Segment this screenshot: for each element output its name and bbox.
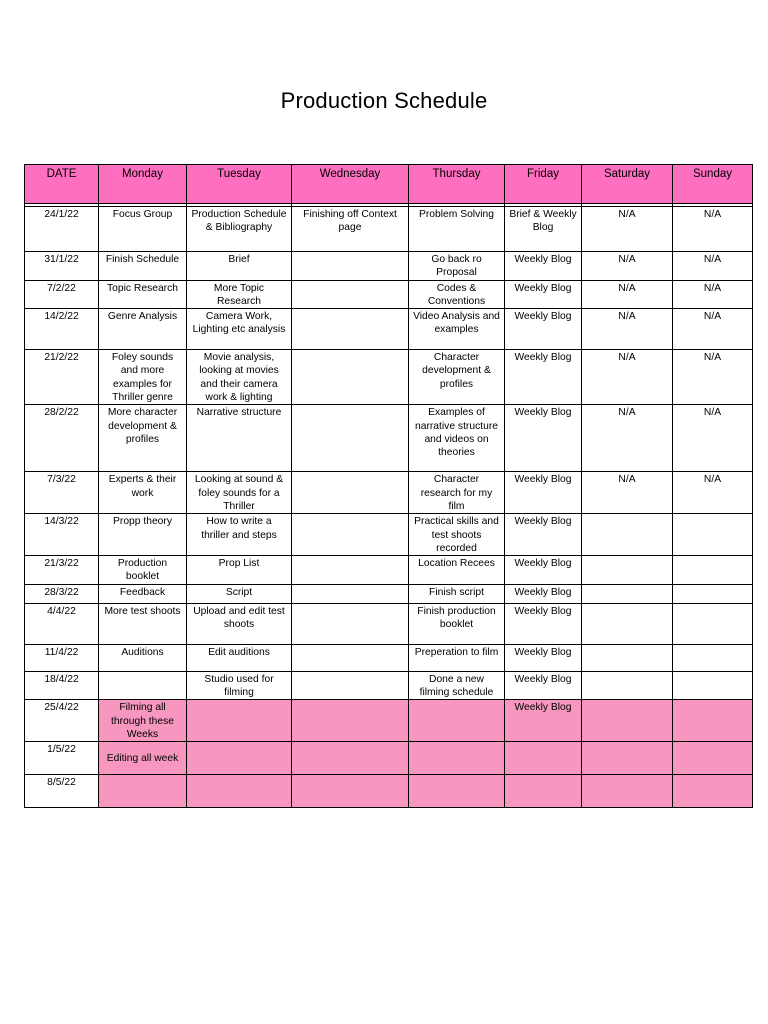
table-row bbox=[25, 350, 753, 405]
cell-sunday bbox=[673, 603, 753, 644]
cell-date: 8/5/22 bbox=[25, 775, 99, 808]
cell-monday: Topic Research bbox=[99, 280, 187, 309]
header-row bbox=[25, 165, 753, 204]
cell-saturday bbox=[582, 775, 673, 808]
cell-saturday bbox=[582, 700, 673, 742]
cell-date: 14/3/22 bbox=[25, 514, 99, 556]
cell-sunday: N/A bbox=[673, 252, 753, 281]
cell-sunday bbox=[673, 514, 753, 556]
cell-wednesday bbox=[292, 514, 409, 556]
cell-wednesday bbox=[292, 280, 409, 309]
cell-thursday: Video Analysis and examples bbox=[409, 309, 505, 350]
cell-thursday bbox=[409, 700, 505, 742]
cell-wednesday bbox=[292, 472, 409, 514]
cell-tuesday: Brief bbox=[187, 252, 292, 281]
cell-tuesday bbox=[187, 700, 292, 742]
cell-monday: Foley sounds and more examples for Thriller genre bbox=[99, 350, 187, 405]
table-row bbox=[25, 644, 753, 671]
cell-sunday: N/A bbox=[673, 350, 753, 405]
cell-monday: Finish Schedule bbox=[99, 252, 187, 281]
cell-wednesday bbox=[292, 603, 409, 644]
cell-sunday bbox=[673, 644, 753, 671]
filming-row bbox=[25, 742, 753, 775]
cell-sunday bbox=[673, 671, 753, 700]
cell-sunday bbox=[673, 556, 753, 585]
cell-friday: Weekly Blog bbox=[505, 603, 582, 644]
cell-tuesday: Script bbox=[187, 584, 292, 603]
cell-monday: Focus Group bbox=[99, 207, 187, 252]
cell-monday: More character development & profiles bbox=[99, 405, 187, 472]
cell-saturday: N/A bbox=[582, 309, 673, 350]
header-sunday: Sunday bbox=[673, 165, 753, 204]
cell-monday: Production booklet bbox=[99, 556, 187, 585]
cell-thursday: Examples of narrative structure and videos on theories bbox=[409, 405, 505, 472]
table-row bbox=[25, 603, 753, 644]
cell-saturday: N/A bbox=[582, 252, 673, 281]
cell-tuesday: Narrative structure bbox=[187, 405, 292, 472]
cell-saturday: N/A bbox=[582, 405, 673, 472]
cell-monday: Auditions bbox=[99, 644, 187, 671]
cell-thursday: Go back ro Proposal bbox=[409, 252, 505, 281]
cell-date: 28/2/22 bbox=[25, 405, 99, 472]
cell-wednesday bbox=[292, 671, 409, 700]
cell-saturday bbox=[582, 742, 673, 775]
cell-date: 1/5/22 bbox=[25, 742, 99, 775]
table-row bbox=[25, 309, 753, 350]
cell-tuesday: Camera Work, Lighting etc analysis bbox=[187, 309, 292, 350]
cell-thursday bbox=[409, 775, 505, 808]
schedule-body bbox=[25, 204, 753, 808]
cell-friday: Weekly Blog bbox=[505, 584, 582, 603]
cell-tuesday: Edit auditions bbox=[187, 644, 292, 671]
production-schedule-table bbox=[24, 164, 753, 808]
cell-sunday: N/A bbox=[673, 309, 753, 350]
cell-wednesday bbox=[292, 309, 409, 350]
cell-friday: Weekly Blog bbox=[505, 644, 582, 671]
header-monday: Monday bbox=[99, 165, 187, 204]
table-row bbox=[25, 405, 753, 472]
header-wednesday: Wednesday bbox=[292, 165, 409, 204]
table-row bbox=[25, 280, 753, 309]
cell-friday: Weekly Blog bbox=[505, 472, 582, 514]
cell-sunday: N/A bbox=[673, 472, 753, 514]
cell-tuesday bbox=[187, 775, 292, 808]
header-tuesday: Tuesday bbox=[187, 165, 292, 204]
cell-wednesday bbox=[292, 252, 409, 281]
cell-saturday bbox=[582, 671, 673, 700]
cell-wednesday bbox=[292, 644, 409, 671]
cell-date: 4/4/22 bbox=[25, 603, 99, 644]
cell-date: 31/1/22 bbox=[25, 252, 99, 281]
cell-friday bbox=[505, 775, 582, 808]
cell-saturday: N/A bbox=[582, 207, 673, 252]
cell-friday: Weekly Blog bbox=[505, 556, 582, 585]
cell-tuesday: Upload and edit test shoots bbox=[187, 603, 292, 644]
table-row bbox=[25, 584, 753, 603]
cell-date: 11/4/22 bbox=[25, 644, 99, 671]
cell-tuesday: More Topic Research bbox=[187, 280, 292, 309]
table-row bbox=[25, 671, 753, 700]
cell-thursday: Finish production booklet bbox=[409, 603, 505, 644]
cell-sunday bbox=[673, 700, 753, 742]
cell-sunday bbox=[673, 742, 753, 775]
cell-date: 14/2/22 bbox=[25, 309, 99, 350]
cell-thursday: Location Recees bbox=[409, 556, 505, 585]
cell-tuesday: Looking at sound & foley sounds for a Thriller bbox=[187, 472, 292, 514]
table-row bbox=[25, 252, 753, 281]
cell-friday: Weekly Blog bbox=[505, 350, 582, 405]
cell-sunday bbox=[673, 775, 753, 808]
cell-tuesday bbox=[187, 742, 292, 775]
cell-monday: Feedback bbox=[99, 584, 187, 603]
cell-thursday: Practical skills and test shoots recorded bbox=[409, 514, 505, 556]
cell-thursday: Preperation to film bbox=[409, 644, 505, 671]
cell-friday: Weekly Blog bbox=[505, 405, 582, 472]
table-row bbox=[25, 514, 753, 556]
cell-saturday: N/A bbox=[582, 350, 673, 405]
cell-thursday: Codes & Conventions bbox=[409, 280, 505, 309]
cell-monday: Genre Analysis bbox=[99, 309, 187, 350]
cell-saturday bbox=[582, 644, 673, 671]
cell-wednesday: Finishing off Context page bbox=[292, 207, 409, 252]
cell-tuesday: Prop List bbox=[187, 556, 292, 585]
cell-monday: Filming all through these Weeks bbox=[99, 700, 187, 742]
cell-date: 28/3/22 bbox=[25, 584, 99, 603]
table-row bbox=[25, 207, 753, 252]
header-saturday: Saturday bbox=[582, 165, 673, 204]
header-date: DATE bbox=[25, 165, 99, 204]
cell-saturday bbox=[582, 584, 673, 603]
cell-tuesday: Studio used for filming bbox=[187, 671, 292, 700]
cell-thursday: Problem Solving bbox=[409, 207, 505, 252]
table-row bbox=[25, 472, 753, 514]
cell-wednesday bbox=[292, 556, 409, 585]
cell-date: 21/3/22 bbox=[25, 556, 99, 585]
cell-saturday: N/A bbox=[582, 472, 673, 514]
header-friday: Friday bbox=[505, 165, 582, 204]
cell-friday: Weekly Blog bbox=[505, 280, 582, 309]
cell-date: 25/4/22 bbox=[25, 700, 99, 742]
cell-monday: Experts & their work bbox=[99, 472, 187, 514]
cell-monday: More test shoots bbox=[99, 603, 187, 644]
cell-wednesday bbox=[292, 700, 409, 742]
cell-thursday: Character research for my film bbox=[409, 472, 505, 514]
cell-thursday: Character development & profiles bbox=[409, 350, 505, 405]
cell-thursday: Done a new filming schedule bbox=[409, 671, 505, 700]
cell-sunday: N/A bbox=[673, 207, 753, 252]
cell-tuesday: Production Schedule & Bibliography bbox=[187, 207, 292, 252]
cell-wednesday bbox=[292, 405, 409, 472]
cell-wednesday bbox=[292, 775, 409, 808]
cell-sunday: N/A bbox=[673, 280, 753, 309]
cell-monday: Editing all week bbox=[99, 742, 187, 775]
cell-date: 7/2/22 bbox=[25, 280, 99, 309]
cell-sunday bbox=[673, 584, 753, 603]
cell-friday: Weekly Blog bbox=[505, 309, 582, 350]
cell-friday: Weekly Blog bbox=[505, 514, 582, 556]
cell-thursday bbox=[409, 742, 505, 775]
cell-friday: Brief & Weekly Blog bbox=[505, 207, 582, 252]
cell-date: 21/2/22 bbox=[25, 350, 99, 405]
page-title: Production Schedule bbox=[280, 88, 488, 113]
cell-monday bbox=[99, 671, 187, 700]
cell-monday: Propp theory bbox=[99, 514, 187, 556]
cell-saturday bbox=[582, 514, 673, 556]
cell-wednesday bbox=[292, 742, 409, 775]
cell-monday bbox=[99, 775, 187, 808]
cell-friday bbox=[505, 742, 582, 775]
cell-friday: Weekly Blog bbox=[505, 700, 582, 742]
cell-saturday bbox=[582, 556, 673, 585]
cell-tuesday: How to write a thriller and steps bbox=[187, 514, 292, 556]
cell-wednesday bbox=[292, 350, 409, 405]
cell-sunday: N/A bbox=[673, 405, 753, 472]
cell-date: 7/3/22 bbox=[25, 472, 99, 514]
cell-friday: Weekly Blog bbox=[505, 671, 582, 700]
cell-saturday bbox=[582, 603, 673, 644]
cell-tuesday: Movie analysis, looking at movies and their camera work & lighting bbox=[187, 350, 292, 405]
header-thursday: Thursday bbox=[409, 165, 505, 204]
filming-row bbox=[25, 775, 753, 808]
table-row bbox=[25, 556, 753, 585]
filming-row bbox=[25, 700, 753, 742]
cell-wednesday bbox=[292, 584, 409, 603]
cell-friday: Weekly Blog bbox=[505, 252, 582, 281]
cell-thursday: Finish script bbox=[409, 584, 505, 603]
cell-date: 24/1/22 bbox=[25, 207, 99, 252]
cell-date: 18/4/22 bbox=[25, 671, 99, 700]
cell-saturday: N/A bbox=[582, 280, 673, 309]
